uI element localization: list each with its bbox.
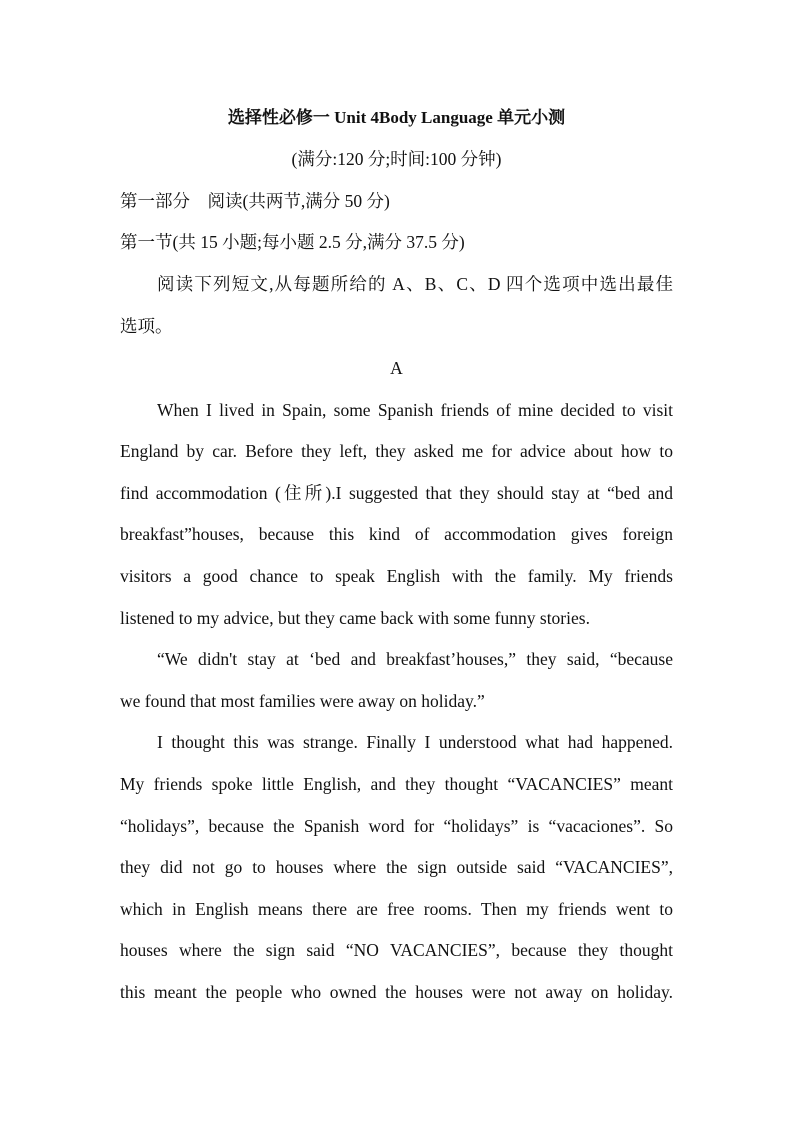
passage-line: “We didn't stay at ‘bed and breakfast’houses,” they said, “because xyxy=(157,649,673,669)
passage-line: England by car. Before they left, they asked me for advice about how to xyxy=(120,441,673,461)
document-title: 选择性必修一 Unit 4Body Language 单元小测 xyxy=(227,108,566,127)
passage-line: which in English means there are free rooms. Then my friends went to xyxy=(120,899,673,919)
passage-line: houses where the sign said “NO VACANCIES”, because they thought xyxy=(120,940,673,960)
passage-line: breakfast”houses, because this kind of accommodation gives foreign xyxy=(120,524,673,544)
passage-line: we found that most families were away on holiday.” xyxy=(120,691,485,711)
passage-line: find accommodation (住所).I suggested that they should stay at “bed and xyxy=(120,483,673,503)
passage-line: they did not go to houses where the sign outside said “VACANCIES”, xyxy=(120,857,673,877)
passage-line: this meant the people who owned the houses were not away on holiday. xyxy=(120,982,673,1002)
passage-line: visitors a good chance to speak English with the family. My friends xyxy=(120,566,673,586)
instructions-line-1: 阅读下列短文,从每题所给的 A、B、C、D 四个选项中选出最佳 xyxy=(157,274,673,294)
part-heading: 第一部分 阅读(共两节,满分 50 分) xyxy=(120,191,390,211)
passage-letter: A xyxy=(390,358,403,378)
score-time-info: (满分:120 分;时间:100 分钟) xyxy=(291,149,502,169)
passage-line: listened to my advice, but they came back with some funny stories. xyxy=(120,608,590,628)
passage-line: My friends spoke little English, and they thought “VACANCIES” meant xyxy=(120,774,673,794)
section-heading: 第一节(共 15 小题;每小题 2.5 分,满分 37.5 分) xyxy=(120,232,465,252)
passage-line: “holidays”, because the Spanish word for “holidays” is “vacaciones”. So xyxy=(120,816,673,836)
passage-line: I thought this was strange. Finally I understood what had happened. xyxy=(157,732,673,752)
passage-line: When I lived in Spain, some Spanish friends of mine decided to visit xyxy=(157,400,673,420)
instructions-line-2: 选项。 xyxy=(120,316,173,336)
